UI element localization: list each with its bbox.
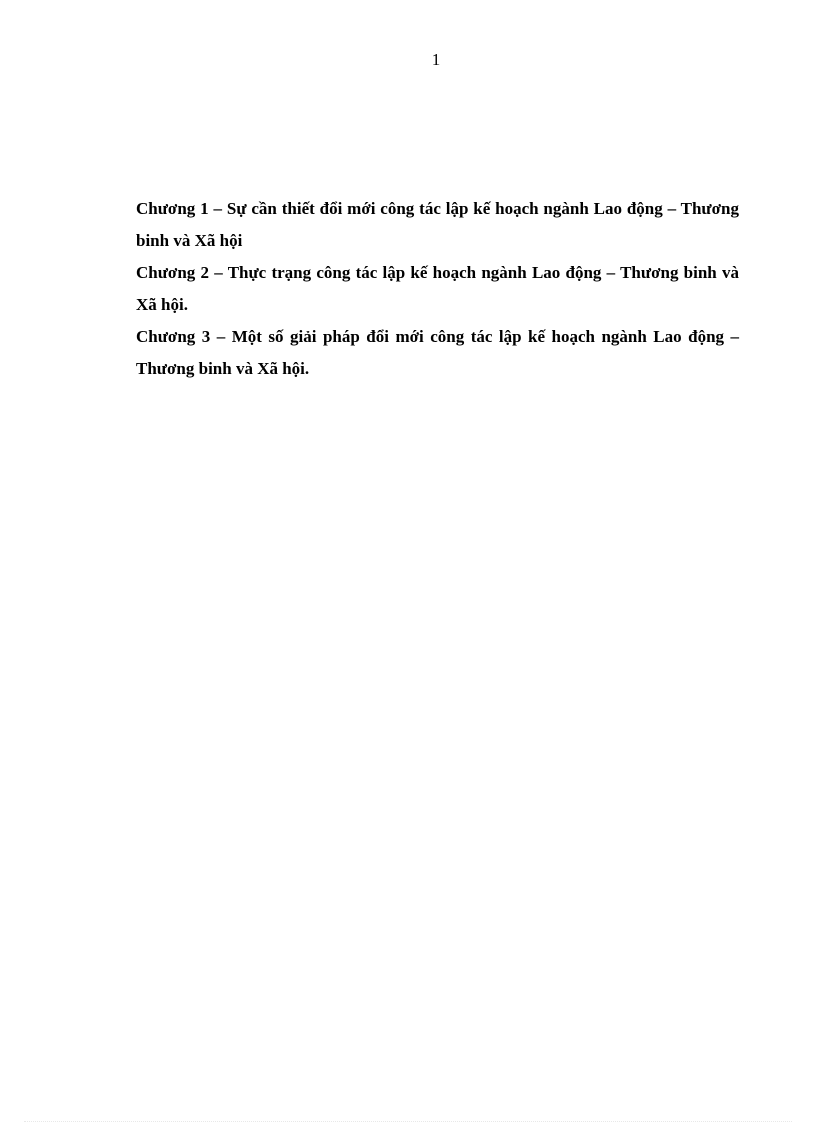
chapter-2-title: Chương 2 – Thực trạng công tác lập kế hoạch ngành Lao động – Thương binh và Xã hội. [136, 263, 739, 314]
chapter-3-title: Chương 3 – Một số giải pháp đổi mới công tác lập kế hoạch ngành Lao động – Thương binh và Xã hội. [136, 327, 739, 378]
chapter-1-title: Chương 1 – Sự cần thiết đổi mới công tác lập kế hoạch ngành Lao động – Thương binh và Xã hội [136, 199, 739, 250]
chapter-list [136, 193, 739, 385]
page-number: 1 [431, 50, 441, 69]
